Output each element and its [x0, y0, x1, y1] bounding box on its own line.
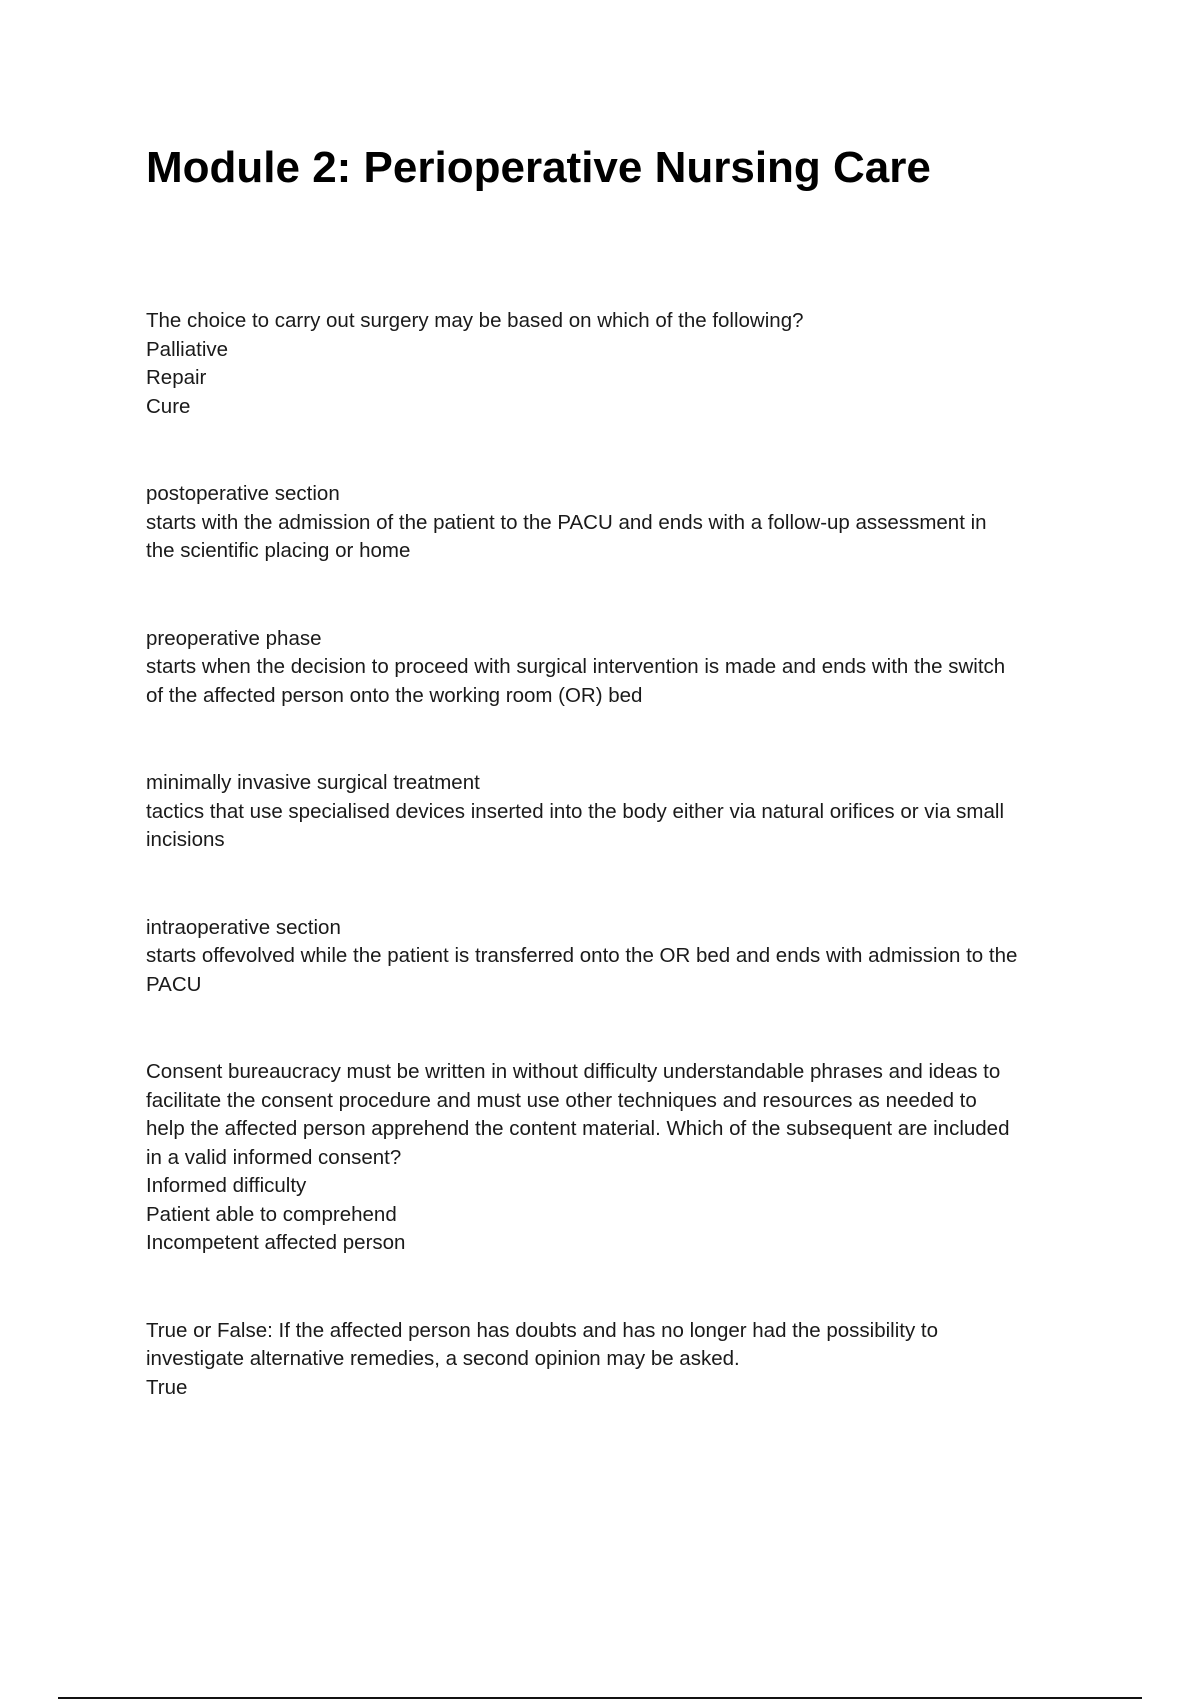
page-title: Module 2: Perioperative Nursing Care: [146, 143, 931, 192]
question-text: investigate alternative remedies, a second opinion may be asked.: [146, 1347, 740, 1370]
term-definition: starts offevolved while the patient is transferred onto the OR bed and ends with admission to the: [146, 944, 1018, 967]
answer-option: Palliative: [146, 337, 229, 361]
question-text: in a valid informed consent?: [146, 1145, 402, 1169]
page-bottom-rule: [58, 1697, 1142, 1699]
answer-option: Informed difficulty: [146, 1174, 307, 1197]
answer-option: True: [146, 1375, 188, 1399]
term-definition: PACU: [146, 972, 202, 996]
answer-option: Patient able to comprehend: [146, 1202, 397, 1226]
term-block-minimally-invasive: [146, 769, 1096, 855]
term-definition: tactics that use specialised devices inserted into the body either via natural orifices or via small: [146, 799, 1005, 823]
question-text: facilitate the consent procedure and must use other techniques and resources as needed to: [146, 1088, 977, 1112]
term-heading: preoperative phase: [146, 626, 322, 650]
term-block-preoperative: [146, 625, 1096, 711]
question-text: The choice to carry out surgery may be based on which of the following?: [146, 309, 804, 332]
term-definition: starts when the decision to proceed with surgical intervention is made and ends with the switch: [146, 655, 1006, 678]
question-block-second-opinion: [146, 1317, 1096, 1403]
question-block-surgery-basis: [146, 307, 1096, 421]
term-block-intraoperative: [146, 914, 1096, 1000]
term-heading: postoperative section: [146, 482, 340, 505]
term-definition: of the affected person onto the working room (OR) bed: [146, 683, 643, 707]
question-block-informed-consent: [146, 1058, 1096, 1258]
answer-option: Incompetent affected person: [146, 1231, 406, 1254]
term-heading: minimally invasive surgical treatment: [146, 771, 480, 794]
question-text: help the affected person apprehend the content material. Which of the subsequent are included: [146, 1117, 1010, 1140]
question-text: True or False: If the affected person has doubts and has no longer had the possibility to: [146, 1318, 939, 1342]
answer-option: Cure: [146, 394, 191, 418]
term-definition: incisions: [146, 828, 225, 851]
term-heading: intraoperative section: [146, 915, 341, 939]
term-definition: the scientific placing or home: [146, 539, 411, 562]
question-text: Consent bureaucracy must be written in without difficulty understandable phrases and ideas to: [146, 1060, 1001, 1083]
term-definition: starts with the admission of the patient to the PACU and ends with a follow-up assessment in: [146, 510, 987, 534]
answer-option: Repair: [146, 366, 207, 389]
document-body: [146, 307, 1096, 1461]
term-block-postoperative: [146, 480, 1096, 566]
